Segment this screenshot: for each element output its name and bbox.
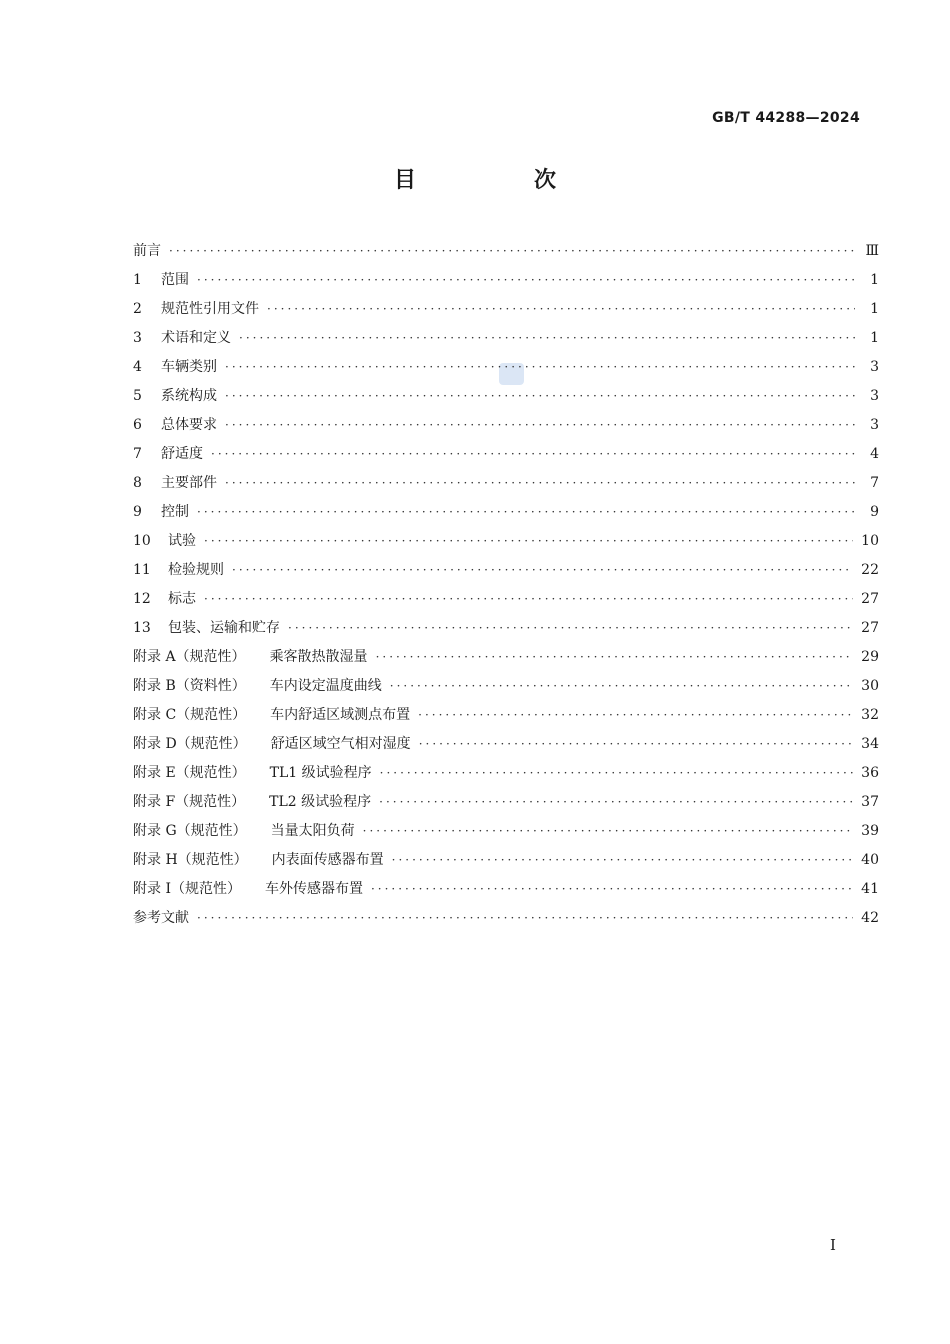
- toc-label: 包装、运输和贮存: [168, 620, 280, 636]
- toc-label: 术语和定义: [161, 330, 231, 346]
- toc-entry-annex-d[interactable]: [133, 733, 879, 762]
- toc-number: 8: [133, 475, 142, 491]
- toc-entry-annex-c[interactable]: [133, 704, 879, 733]
- toc-page: 27: [861, 591, 879, 607]
- dot-leader: [363, 824, 854, 838]
- toc-entry-2[interactable]: [133, 298, 879, 327]
- dot-leader: [211, 447, 855, 461]
- toc-page: 41: [861, 881, 879, 897]
- toc-number: 12: [133, 591, 151, 607]
- toc-entry-4[interactable]: [133, 356, 879, 385]
- toc-number: 6: [133, 417, 142, 433]
- toc-page: 37: [861, 794, 879, 810]
- toc-page: 3: [870, 388, 879, 404]
- toc-page: 40: [861, 852, 879, 868]
- dot-leader: [204, 534, 853, 548]
- toc-label: 参考文献: [133, 910, 189, 926]
- dot-leader: [225, 476, 855, 490]
- standard-code: GB/T 44288—2024: [712, 110, 860, 126]
- toc-entry-annex-e[interactable]: [133, 762, 879, 791]
- dot-leader: [197, 911, 853, 925]
- toc-entry-annex-i[interactable]: [133, 878, 879, 907]
- toc-entry-6[interactable]: [133, 414, 879, 443]
- toc-label: 车内设定温度曲线: [269, 678, 382, 694]
- toc-label: 前言: [133, 243, 161, 259]
- dot-leader: [225, 360, 855, 374]
- toc-label: 舒适区域空气相对湿度: [270, 736, 411, 752]
- annex-tag: 附录 H（规范性）: [133, 852, 248, 868]
- toc-entry-7[interactable]: [133, 443, 879, 472]
- toc-entry-8[interactable]: [133, 472, 879, 501]
- toc-entry-annex-f[interactable]: [133, 791, 879, 820]
- dot-leader: [419, 737, 853, 751]
- toc-label: 当量太阳负荷: [270, 823, 355, 839]
- dot-leader: [225, 389, 855, 403]
- dot-leader: [232, 563, 853, 577]
- page-title: 目 次: [393, 168, 604, 193]
- dot-leader: [418, 708, 853, 722]
- toc-number: 9: [133, 504, 142, 520]
- toc-page: 32: [861, 707, 879, 723]
- dot-leader: [390, 679, 853, 693]
- toc-page: 4: [870, 446, 879, 462]
- dot-leader: [392, 853, 854, 867]
- dot-leader: [371, 882, 853, 896]
- toc-entry-annex-h[interactable]: [133, 849, 879, 878]
- toc-number: 10: [133, 533, 151, 549]
- dot-leader: [225, 418, 855, 432]
- toc-label: 总体要求: [161, 417, 217, 433]
- toc-number: 7: [133, 446, 142, 462]
- toc-label: 舒适度: [161, 446, 203, 462]
- annex-tag: 附录 C（规范性）: [133, 707, 247, 723]
- toc-entry-annex-g[interactable]: [133, 820, 879, 849]
- dot-leader: [239, 331, 855, 345]
- toc-page: 1: [870, 301, 879, 317]
- toc-page: 3: [870, 417, 879, 433]
- toc-label: 试验: [168, 533, 196, 549]
- toc-page: 1: [870, 272, 879, 288]
- page-number: Ⅰ: [830, 1236, 836, 1254]
- annex-tag: 附录 F（规范性）: [133, 794, 246, 810]
- toc-label: 检验规则: [168, 562, 224, 578]
- dot-leader: [379, 795, 853, 809]
- toc-page: 27: [861, 620, 879, 636]
- toc-label: 车内舒适区域测点布置: [270, 707, 411, 723]
- toc-page: 22: [861, 562, 879, 578]
- annex-tag: 附录 A（规范性）: [133, 649, 246, 665]
- toc-number: 5: [133, 388, 142, 404]
- toc-page: 30: [861, 678, 879, 694]
- toc-label: 车辆类别: [161, 359, 217, 375]
- dot-leader: [376, 650, 854, 664]
- toc-page: 39: [861, 823, 879, 839]
- toc-number: 4: [133, 359, 142, 375]
- toc-label: 标志: [168, 591, 196, 607]
- toc-label: 规范性引用文件: [161, 301, 259, 317]
- toc-number: 2: [133, 301, 142, 317]
- toc-entry-annex-b[interactable]: [133, 675, 879, 704]
- toc-entry-3[interactable]: [133, 327, 879, 356]
- toc-entry-13[interactable]: [133, 617, 879, 646]
- toc-entry-9[interactable]: [133, 501, 879, 530]
- toc-entry-foreword[interactable]: [133, 240, 879, 269]
- toc-page: 42: [861, 910, 879, 926]
- dot-leader: [197, 273, 855, 287]
- annex-tag: 附录 E（规范性）: [133, 765, 246, 781]
- toc-number: 1: [133, 272, 142, 288]
- toc-page: 36: [861, 765, 879, 781]
- toc-page: 7: [870, 475, 879, 491]
- dot-leader: [288, 621, 853, 635]
- toc-number: 11: [133, 562, 151, 578]
- toc-page: Ⅲ: [865, 243, 879, 259]
- toc-entry-1[interactable]: [133, 269, 879, 298]
- toc-label: 车外传感器布置: [264, 881, 363, 897]
- annex-tag: 附录 G（规范性）: [133, 823, 247, 839]
- toc-entry-annex-a[interactable]: [133, 646, 879, 675]
- toc-label: 乘客散热散湿量: [269, 649, 368, 665]
- toc-entry-5[interactable]: [133, 385, 879, 414]
- toc-label: 内表面传感器布置: [271, 852, 384, 868]
- toc-label: 控制: [161, 504, 189, 520]
- toc-entry-11[interactable]: [133, 559, 879, 588]
- dot-leader: [267, 302, 855, 316]
- dot-leader: [197, 505, 855, 519]
- toc-label: TL2 级试验程序: [269, 794, 372, 810]
- toc-entry-12[interactable]: [133, 588, 879, 617]
- annex-tag: 附录 B（资料性）: [133, 678, 246, 694]
- toc-page: 9: [870, 504, 879, 520]
- toc-label: TL1 级试验程序: [269, 765, 372, 781]
- table-of-contents: [133, 240, 879, 936]
- toc-entry-10[interactable]: [133, 530, 879, 559]
- toc-page: 29: [861, 649, 879, 665]
- dot-leader: [380, 766, 854, 780]
- annex-tag: 附录 I（规范性）: [133, 881, 241, 897]
- toc-label: 主要部件: [161, 475, 217, 491]
- dot-leader: [204, 592, 853, 606]
- annex-tag: 附录 D（规范性）: [133, 736, 247, 752]
- toc-page: 10: [861, 533, 879, 549]
- toc-label: 系统构成: [161, 388, 217, 404]
- dot-leader: [169, 244, 855, 258]
- toc-label: 范围: [161, 272, 189, 288]
- toc-page: 34: [861, 736, 879, 752]
- toc-page: 3: [870, 359, 879, 375]
- toc-number: 13: [133, 620, 151, 636]
- toc-number: 3: [133, 330, 142, 346]
- toc-page: 1: [870, 330, 879, 346]
- toc-entry-bibliography[interactable]: [133, 907, 879, 936]
